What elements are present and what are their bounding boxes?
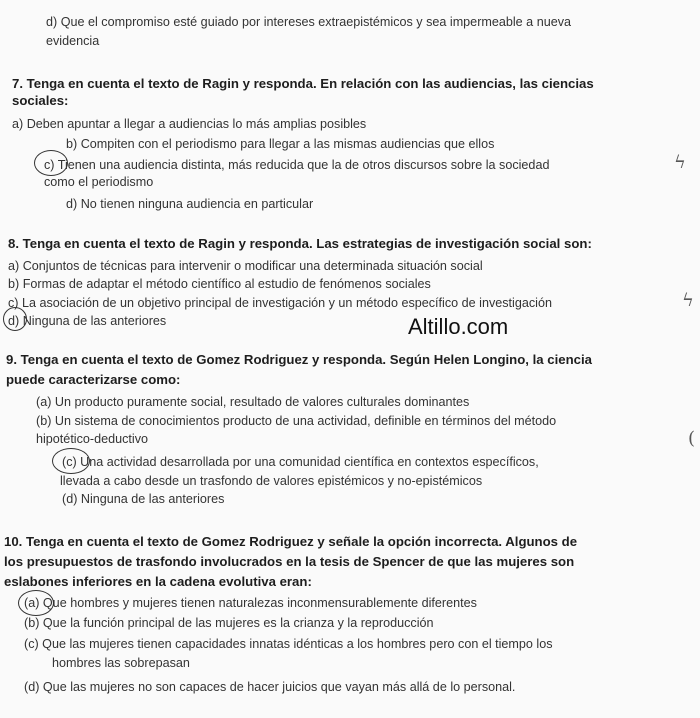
margin-bracket-mark: ( [688, 428, 696, 449]
q9-option-b-line1: (b) Un sistema de conocimientos producto de una actividad, definible en términos del método [36, 414, 557, 428]
prev-option-d-line2: evidencia [46, 34, 100, 48]
q10-option-b: (b) Que la función principal de las mujeres es la crianza y la reproducción [24, 616, 434, 630]
q7-option-a: a) Deben apuntar a llegar a audiencias lo más amplias posibles [12, 117, 367, 131]
question-9-line2: puede caracterizarse como: [6, 372, 181, 387]
q9-option-b-line2: hipotético-deductivo [36, 432, 149, 446]
q10-option-c-line1: (c) Que las mujeres tienen capacidades innatas idénticas a los hombres pero con el tiempo los [24, 637, 553, 651]
question-8-line1: 8. Tenga en cuenta el texto de Ragin y responda. Las estrategias de investigación social son: [8, 236, 592, 251]
margin-check-mark-1: ϟ [674, 152, 686, 173]
q8-option-a: a) Conjuntos de técnicas para intervenir o modificar una determinada situación social [8, 259, 483, 273]
q7-option-d: d) No tienen ninguna audiencia en particular [66, 197, 314, 211]
q8-option-d: d) Ninguna de las anteriores [8, 314, 167, 328]
q9-option-c-line2: llevada a cabo desde un trasfondo de valores epistémicos y no-epistémicos [60, 474, 483, 488]
q9-option-c-line1: (c) Una actividad desarrollada por una comunidad científica en contextos específicos, [62, 455, 539, 469]
q9-answer-circle [52, 448, 90, 474]
question-9-line1: 9. Tenga en cuenta el texto de Gomez Rodriguez y responda. Según Helen Longino, la ciencia [6, 352, 592, 367]
question-7-line2: sociales: [12, 93, 69, 108]
q8-option-b: b) Formas de adaptar el método científico al estudio de fenómenos sociales [8, 277, 431, 291]
q9-option-a: (a) Un producto puramente social, resultado de valores culturales dominantes [36, 395, 470, 409]
question-10-line3: eslabones inferiores en la cadena evolutiva eran: [4, 574, 312, 589]
q7-option-c-line2: como el periodismo [44, 175, 154, 189]
q7-answer-circle [34, 150, 68, 176]
question-7-line1: 7. Tenga en cuenta el texto de Ragin y responda. En relación con las audiencias, las ciencias [12, 76, 594, 91]
q8-answer-circle [3, 307, 27, 331]
question-10-line1: 10. Tenga en cuenta el texto de Gomez Rodriguez y señale la opción incorrecta. Algunos de [4, 534, 578, 549]
q10-option-c-line2: hombres las sobrepasan [52, 656, 190, 670]
q7-option-b: b) Compiten con el periodismo para llegar a las mismas audiencias que ellos [66, 137, 495, 151]
q10-option-a: (a) Que hombres y mujeres tienen naturalezas inconmensurablemente diferentes [24, 596, 477, 610]
margin-check-mark-2: ϟ [682, 290, 694, 311]
watermark: Altillo.com [408, 314, 509, 339]
q8-option-c: c) La asociación de un objetivo principal de investigación y un método específico de investigación [8, 296, 552, 310]
prev-option-d-line1: d) Que el compromiso esté guiado por intereses extraepistémicos y sea impermeable a nueva [46, 15, 572, 29]
q10-option-d: (d) Que las mujeres no son capaces de hacer juicios que vayan más allá de lo personal. [24, 680, 516, 694]
q9-option-d: (d) Ninguna de las anteriores [62, 492, 225, 506]
q7-option-c-line1: c) Tienen una audiencia distinta, más reducida que la de otros discursos sobre la sociedad [44, 158, 550, 172]
q10-answer-circle [18, 590, 54, 616]
question-10-line2: los presupuestos de trasfondo involucrados en la tesis de Spencer de que las mujeres son [4, 554, 575, 569]
